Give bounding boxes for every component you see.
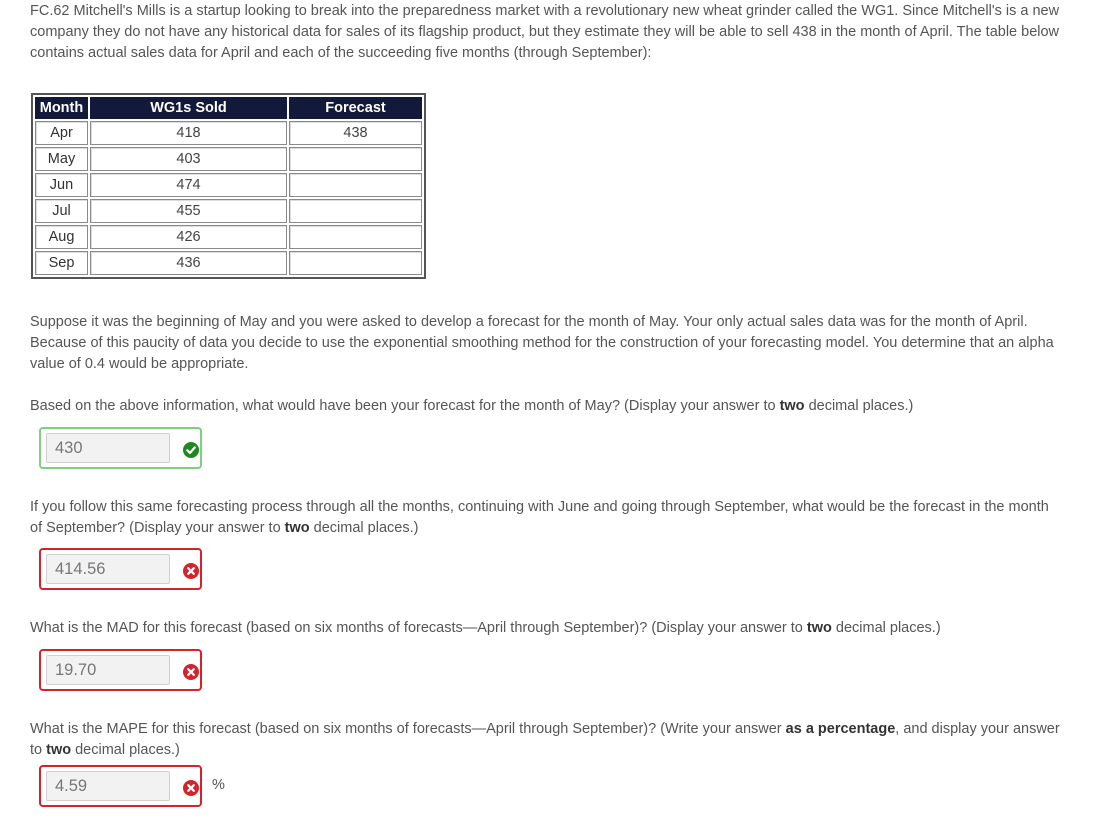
forecast-cell bbox=[289, 199, 422, 223]
forecast-cell bbox=[289, 251, 422, 275]
table-row bbox=[35, 251, 422, 275]
table-row bbox=[35, 199, 422, 223]
month-cell: Jul bbox=[35, 199, 88, 223]
sold-cell: 455 bbox=[90, 199, 287, 223]
sold-cell: 426 bbox=[90, 225, 287, 249]
sales-table bbox=[31, 93, 426, 279]
scenario-text: Suppose it was the beginning of May and you were asked to develop a forecast for the month of May. Your only actual sales data was for the month of April. Because of this paucity of data you decide to use the exponential smoothing method for the construction of your forecasting model. You determine that an alpha value of 0.4 would be appropriate. bbox=[30, 314, 1054, 372]
column-header-forecast: Forecast bbox=[289, 97, 422, 119]
sold-cell: 418 bbox=[90, 121, 287, 145]
table-row bbox=[35, 225, 422, 249]
check-circle-icon bbox=[183, 442, 199, 458]
month-cell: Jun bbox=[35, 173, 88, 197]
answer-4-input[interactable] bbox=[46, 771, 170, 801]
month-cell: Apr bbox=[35, 121, 88, 145]
table-row bbox=[35, 121, 422, 145]
x-circle-icon bbox=[183, 664, 199, 680]
forecast-cell bbox=[289, 225, 422, 249]
answer-1-container bbox=[39, 427, 202, 469]
forecast-cell bbox=[289, 147, 422, 171]
table-header-row bbox=[35, 97, 422, 119]
sold-cell: 474 bbox=[90, 173, 287, 197]
month-cell: Sep bbox=[35, 251, 88, 275]
forecast-cell: 438 bbox=[289, 121, 422, 145]
problem-intro: FC.62 Mitchell's Mills is a startup looking to break into the preparedness market with a revolutionary new wheat grinder called the WG1. Since Mitchell's is a new company they do not have any historical data for sales of its flagship product, but they estimate they will be able to sell 438 in the month of April. The table below contains actual sales data for April and each of the succeeding five months (through September): bbox=[30, 3, 1060, 61]
sold-cell: 403 bbox=[90, 147, 287, 171]
x-circle-icon bbox=[183, 780, 199, 796]
forecast-cell bbox=[289, 173, 422, 197]
sold-cell: 436 bbox=[90, 251, 287, 275]
answer-3-input[interactable] bbox=[46, 655, 170, 685]
column-header-sold: WG1s Sold bbox=[90, 97, 287, 119]
column-header-month: Month bbox=[35, 97, 88, 119]
question-1-prompt: Based on the above information, what would have been your forecast for the month of May? (Display your answer to two decimal places.) bbox=[30, 398, 914, 414]
question-2-prompt: If you follow this same forecasting process through all the months, continuing with June and going through September, what would be the forecast in the month of September? (Display your answer to two decimal places.) bbox=[30, 499, 1049, 536]
month-cell: Aug bbox=[35, 225, 88, 249]
percent-unit-label: % bbox=[212, 777, 225, 793]
month-cell: May bbox=[35, 147, 88, 171]
answer-1-input[interactable] bbox=[46, 433, 170, 463]
answer-2-input[interactable] bbox=[46, 554, 170, 584]
answer-4-container bbox=[39, 765, 202, 807]
answer-3-container bbox=[39, 649, 202, 691]
x-circle-icon bbox=[183, 563, 199, 579]
question-4-prompt: What is the MAPE for this forecast (based on six months of forecasts—April through September)? (Write your answer as a percentage, and display your answer to two decimal places.) bbox=[30, 721, 1060, 758]
table-row bbox=[35, 173, 422, 197]
answer-2-container bbox=[39, 548, 202, 590]
question-3-prompt: What is the MAD for this forecast (based on six months of forecasts—April through September)? (Display your answer to two decimal places.) bbox=[30, 620, 941, 636]
table-row bbox=[35, 147, 422, 171]
